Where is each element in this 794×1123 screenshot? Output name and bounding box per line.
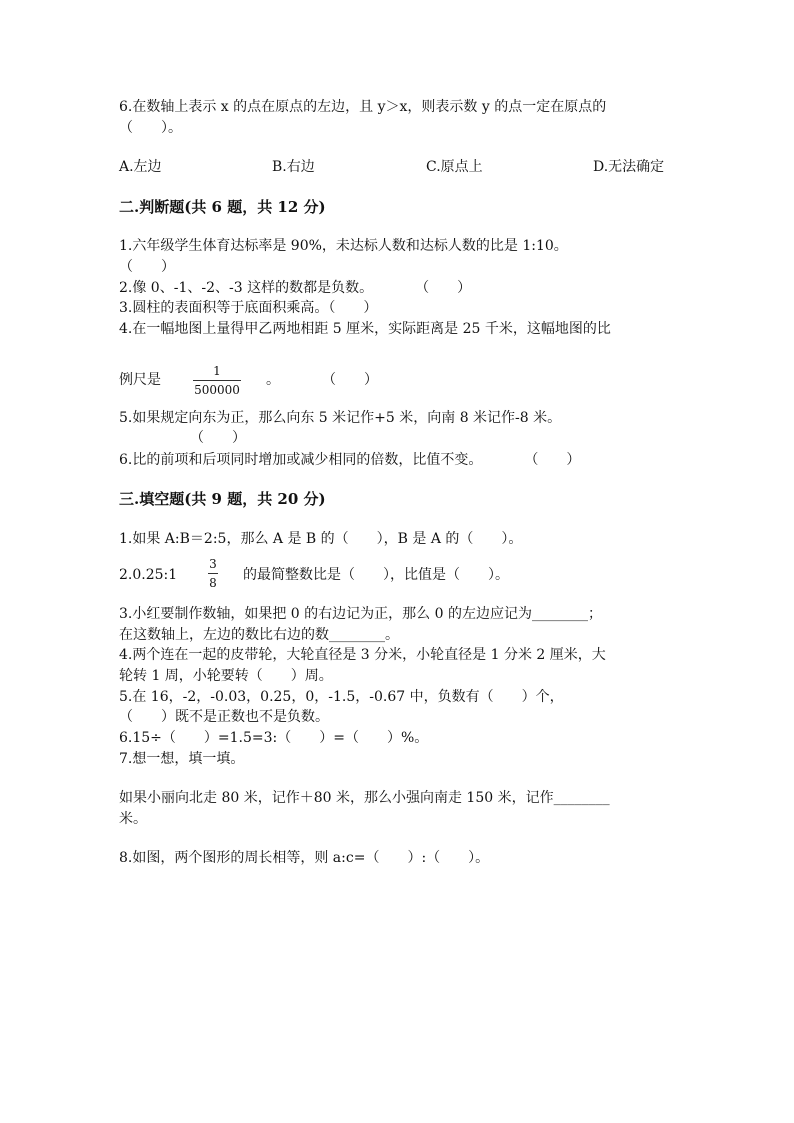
fraction-bar [193, 380, 241, 381]
fill-q7-body-2: 米。 [119, 811, 147, 827]
fill-q1: 1.如果 A:B＝2:5，那么 A 是 B 的（ ），B 是 A 的（ ）。 [119, 531, 523, 547]
scale-fraction [193, 364, 241, 397]
judge-q1-blank: （ ） [119, 259, 175, 275]
judge-q1-text: 1.六年级学生体育达标率是 90%，未达标人数和达标人数的比是 1:10。 [119, 238, 568, 254]
fill-q7-body: 如果小丽向北走 80 米，记作＋80 米，那么小强向南走 150 米，记作________ [119, 790, 610, 806]
fill-q7: 7.想一想，填一填。 [119, 751, 245, 767]
judge-q2: 2.像 0、-1、-2、-3 这样的数都是负数。 （ ） [119, 280, 472, 296]
question-6-blank: （ ）。 [119, 120, 182, 136]
section-2-heading: 二.判断题(共 6 题，共 12 分) [119, 198, 326, 216]
fill-q5-text: 5.在 16，-2，-0.03，0.25，0，-1.5，-0.67 中，负数有（ ）个， [119, 689, 564, 705]
judge-q4-text: 4.在一幅地图上量得甲乙两地相距 5 厘米，实际距离是 25 千米，这幅地图的比 [119, 321, 611, 337]
option-c: C.原点上 [426, 159, 483, 175]
fill-q4-text: 4.两个连在一起的皮带轮，大轮直径是 3 分米，小轮直径是 1 分米 2 厘米，大 [119, 647, 606, 663]
fill-q2-prefix: 2.0.25:1 [119, 567, 178, 583]
judge-q4-suffix: 。 （ ） [266, 372, 378, 388]
fill-q3-text: 3.小红要制作数轴，如果把 0 的右边记为正，那么 0 的左边应记为________； [119, 606, 602, 622]
ratio-fraction-numerator: 3 [209, 557, 217, 571]
section-3-heading: 三.填空题(共 9 题，共 20 分) [119, 490, 326, 508]
scale-fraction-denominator: 500000 [194, 383, 240, 397]
fill-q3-text-2: 在这数轴上，左边的数比右边的数________。 [119, 627, 399, 643]
question-6-text: 6.在数轴上表示 x 的点在原点的左边，且 y＞x，则表示数 y 的点一定在原点的 [119, 99, 607, 115]
judge-q5-blank: （ ） [190, 430, 246, 446]
fill-q4-text-2: 轮转 1 周，小轮要转（ ）周。 [119, 668, 333, 684]
judge-q3: 3.圆柱的表面积等于底面积乘高。（ ） [119, 300, 378, 316]
scale-fraction-numerator: 1 [213, 364, 221, 378]
option-d: D.无法确定 [593, 159, 665, 175]
judge-q6: 6.比的前项和后项同时增加或减少相同的倍数，比值不变。 （ ） [119, 452, 581, 468]
option-a: A.左边 [119, 159, 162, 175]
option-b: B.右边 [272, 159, 315, 175]
judge-q4-prefix: 例尺是 [119, 372, 161, 388]
fill-q5-text-2: （ ）既不是正数也不是负数。 [119, 709, 329, 725]
fraction-bar [208, 573, 218, 574]
ratio-fraction [208, 557, 218, 590]
fill-q2-suffix: 的最简整数比是（ ），比值是（ ）。 [243, 567, 509, 583]
fill-q8: 8.如图，两个图形的周长相等，则 a:c=（ ）:（ ）。 [119, 850, 490, 866]
judge-q5-text: 5.如果规定向东为正，那么向东 5 米记作+5 米，向南 8 米记作-8 米。 [119, 410, 562, 426]
ratio-fraction-denominator: 8 [209, 576, 217, 590]
fill-q6: 6.15÷（ ）=1.5=3:（ ）=（ ）%。 [119, 730, 429, 746]
